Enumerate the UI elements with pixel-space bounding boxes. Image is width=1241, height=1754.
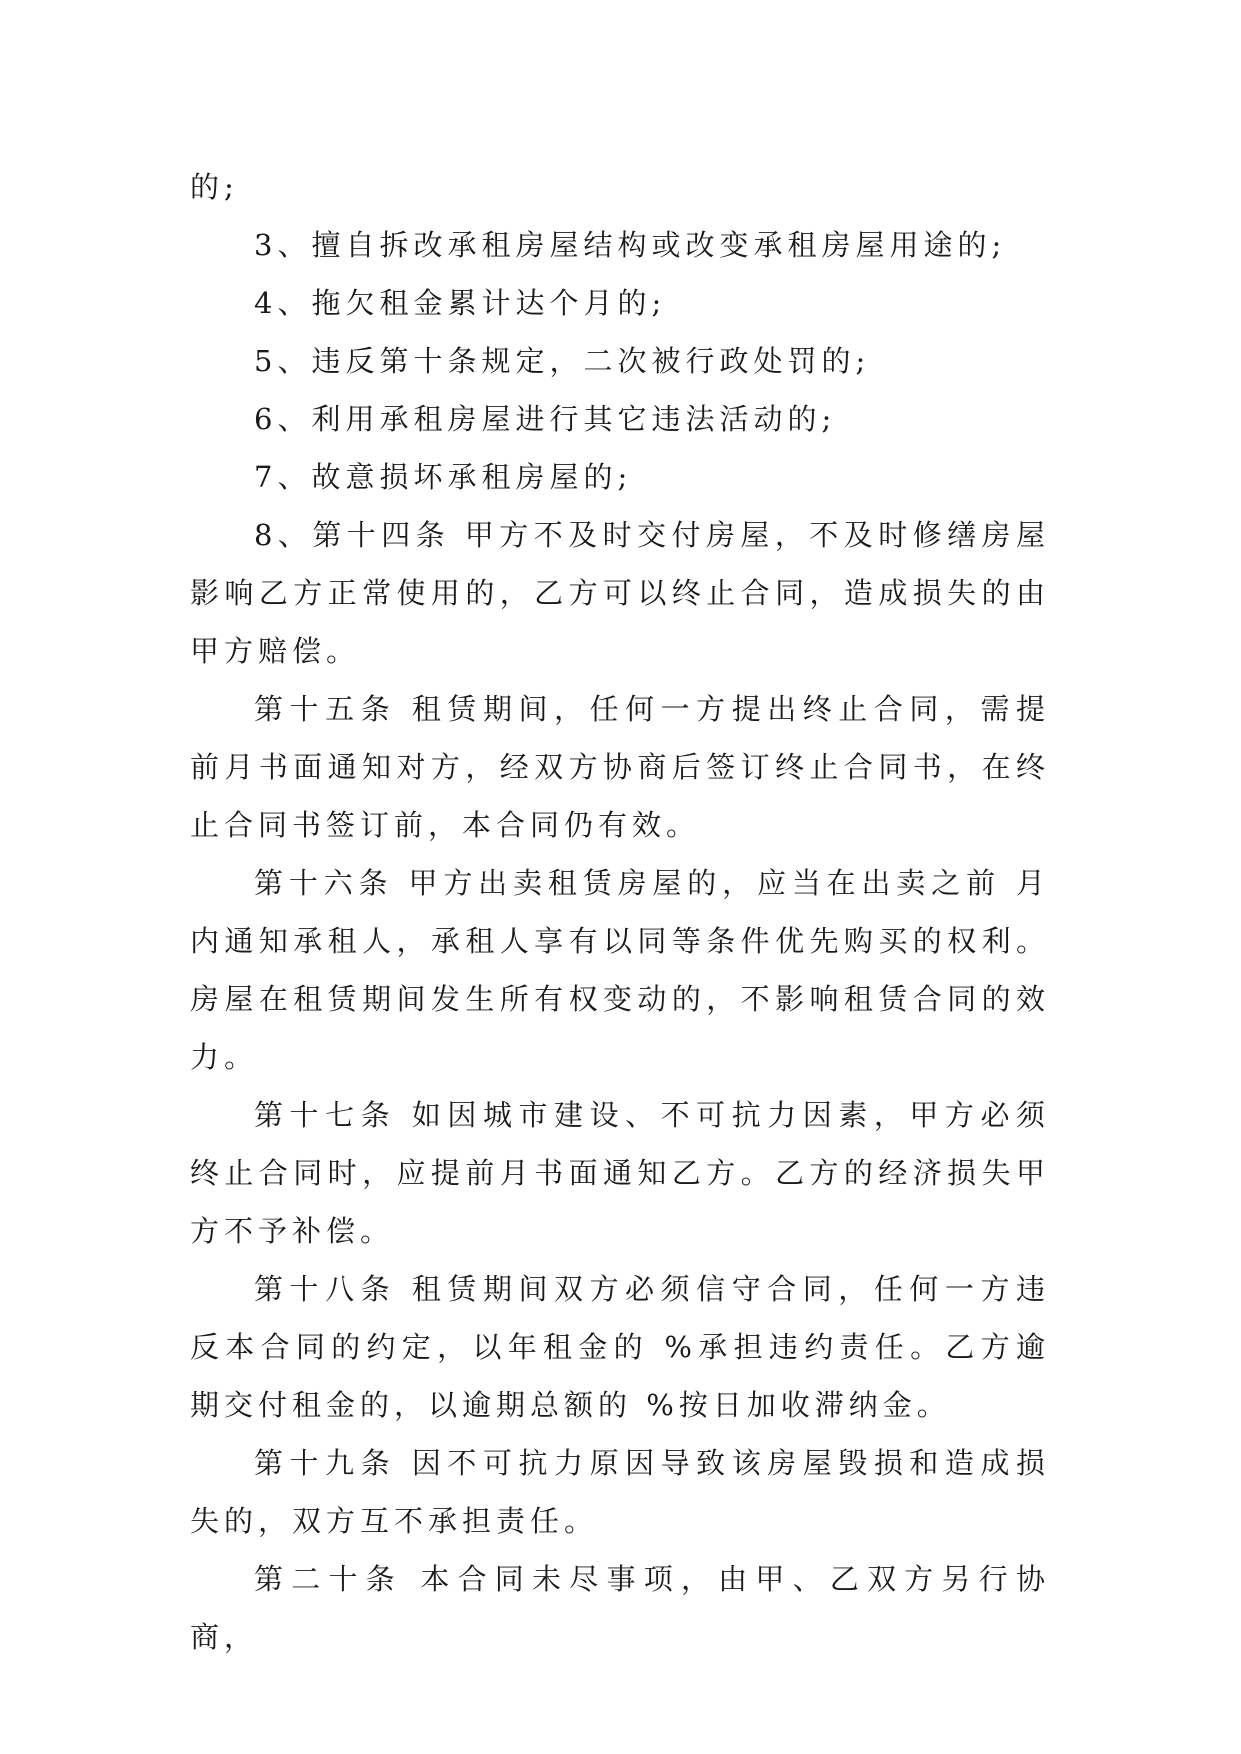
paragraph-item-3: 3、擅自拆改承租房屋结构或改变承租房屋用途的; [254,228,1007,262]
document-body [190,158,1050,1666]
paragraph-item-4: 4、拖欠租金累计达个月的; [254,286,667,320]
paragraph-article-17: 第十七条 如因城市建设、不可抗力因素，甲方必须终止合同时，应提前月书面通知乙方。乙方的经济损失甲方不予补偿。 [190,1098,1050,1248]
paragraph-article-16: 第十六条 甲方出卖租赁房屋的，应当在出卖之前 月内通知承租人，承租人享有以同等条件优先购买的权利。房屋在租赁期间发生所有权变动的，不影响租赁合同的效力。 [190,866,1050,1074]
paragraph-item-6: 6、利用承租房屋进行其它违法活动的; [254,402,837,436]
paragraph-article-14: 8、第十四条 甲方不及时交付房屋，不及时修缮房屋影响乙方正常使用的，乙方可以终止合同，造成损失的由甲方赔偿。 [190,518,1050,668]
paragraph-item-5: 5、违反第十条规定，二次被行政处罚的; [254,344,871,378]
paragraph-article-18: 第十八条 租赁期间双方必须信守合同，任何一方违反本合同的约定，以年租金的 %承担违约责任。乙方逾期交付租金的，以逾期总额的 %按日加收滞纳金。 [190,1272,1050,1422]
paragraph-article-15: 第十五条 租赁期间，任何一方提出终止合同，需提前月书面通知对方，经双方协商后签订终止合同书，在终止合同书签订前，本合同仍有效。 [190,692,1050,842]
paragraph-continuation: 的; [190,170,239,204]
paragraph-article-19: 第十九条 因不可抗力原因导致该房屋毁损和造成损失的，双方互不承担责任。 [190,1446,1050,1538]
paragraph-article-20: 第二十条 本合同未尽事项，由甲、乙双方另行协商， [190,1562,1050,1654]
paragraph-item-7: 7、故意损坏承租房屋的; [254,460,633,494]
